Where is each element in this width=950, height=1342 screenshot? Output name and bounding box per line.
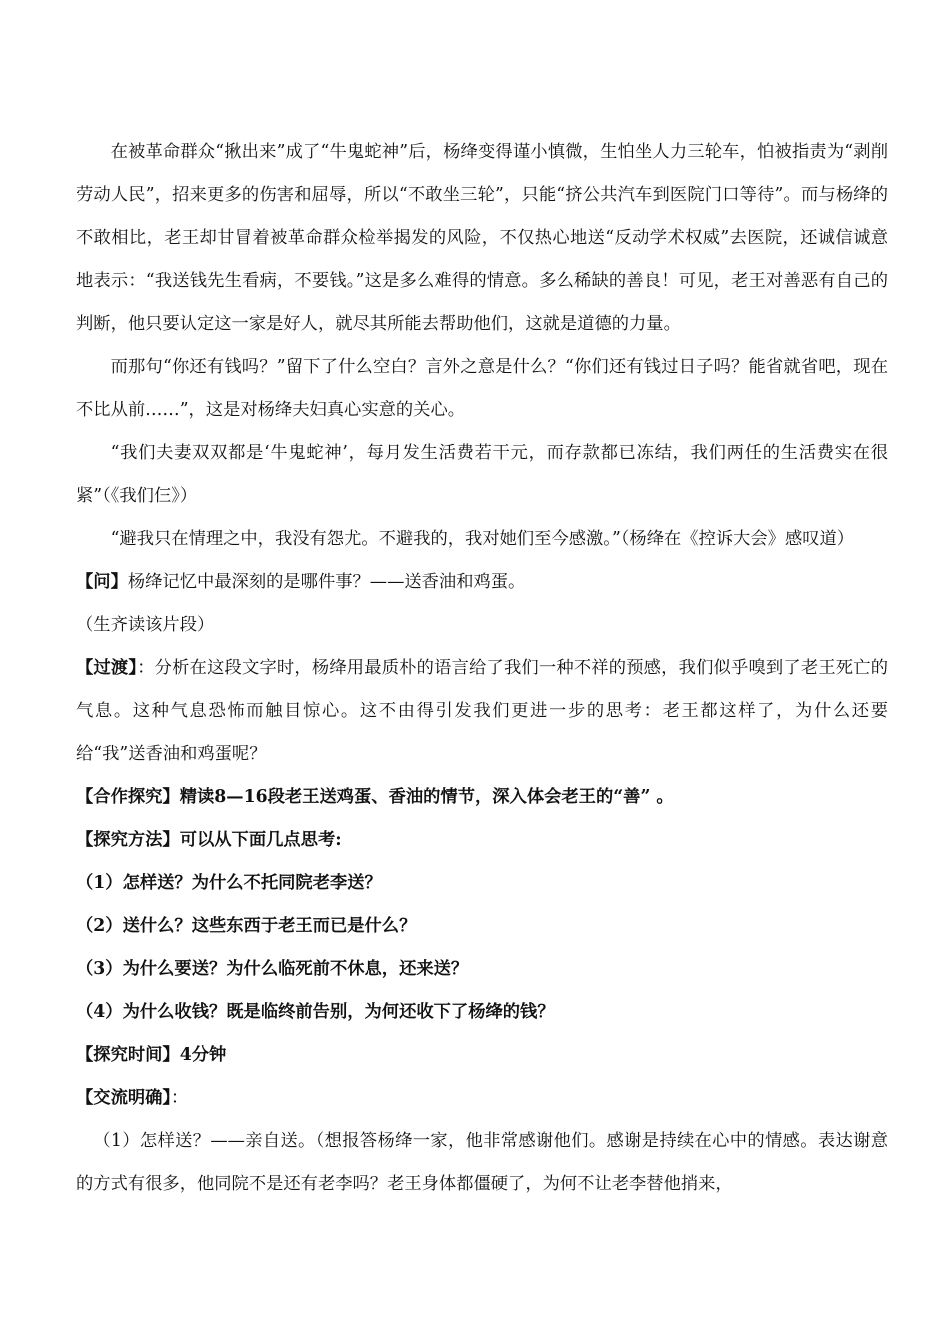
read-aloud-note: （生齐读该片段）	[76, 615, 215, 635]
inquiry-time-text: 4分钟	[179, 1045, 227, 1065]
paragraph-still-have-money: 而那句“你还有钱吗？”留下了什么空白？言外之意是什么？“你们还有钱过日子吗？能省就省吧，现在不比从前……”，这是对杨绛夫妇真心实意的关心。	[76, 357, 888, 420]
question-line	[76, 561, 888, 604]
quote-accusation-meeting: “避我只在情理之中，我没有怨尤。不避我的，我对她们至今感激。”（杨绛在《控诉大会》感叹道）	[110, 529, 855, 549]
inquiry-method-text: 可以从下面几点思考:	[179, 830, 342, 850]
inquiry-time-label: 【探究时间】	[76, 1045, 180, 1065]
answer-1-paragraph: （1）怎样送？——亲自送。（想报答杨绛一家，他非常感谢他们。感谢是持续在心中的情感。表达谢意的方式有很多，他同院不是还有老李吗？老王身体都僵硬了，为何不让老李替他捎来，	[76, 1131, 888, 1194]
transition-text: ：分析在这段文字时，杨绛用最质朴的语言给了我们一种不祥的预感，我们似乎嗅到了老王死亡的气息。这种气息恐怖而触目惊心。这不由得引发我们更进一步的思考：老王都这样了，为什么还要给“我”送香油和鸡蛋呢？	[76, 658, 888, 764]
cooperative-inquiry-text: 精读8—16段老王送鸡蛋、香油的情节，深入体会老王的“善” 。	[179, 787, 674, 807]
quote-women-sa: “我们夫妻双双都是‘牛鬼蛇神’，每月发生活费若干元，而存款都已冻结，我们两任的生活费实在很紧”（《我们仨》）	[76, 443, 888, 506]
document-page	[76, 131, 888, 1206]
inquiry-question-4: （4）为什么收钱？既是临终前告别，为何还收下了杨绛的钱？	[76, 1002, 555, 1022]
question-label: 【问】	[76, 572, 128, 592]
inquiry-question-2: （2）送什么？这些东西于老王而已是什么？	[76, 916, 417, 936]
exchange-clarify-line	[76, 1077, 888, 1120]
cooperative-inquiry-line	[76, 776, 888, 819]
cooperative-inquiry-label: 【合作探究】	[76, 787, 180, 807]
exchange-clarify-text: ：	[171, 1088, 189, 1108]
transition-label: 【过渡】	[76, 658, 138, 678]
inquiry-question-3: （3）为什么要送？为什么临死前不休息，还来送？	[76, 959, 469, 979]
inquiry-method-line	[76, 819, 888, 862]
transition-line	[76, 647, 888, 776]
question-text: 杨绛记忆中最深刻的是哪件事？——送香油和鸡蛋。	[127, 572, 526, 592]
inquiry-method-label: 【探究方法】	[76, 830, 180, 850]
inquiry-time-line	[76, 1034, 888, 1077]
inquiry-question-1: （1）怎样送？为什么不托同院老李送？	[76, 873, 382, 893]
exchange-clarify-label: 【交流明确】	[76, 1088, 172, 1108]
paragraph-yangjiang-caution: 在被革命群众“揪出来”成了“牛鬼蛇神”后，杨绛变得谨小慎微，生怕坐人力三轮车，怕被指责为“剥削劳动人民”，招来更多的伤害和屈辱，所以“不敢坐三轮”，只能“挤公共汽车到医院门口等待”。而与杨绛的不敢相比，老王却甘冒着被革命群众检举揭发的风险，不仅热心地送“反动学术权威”去医院，还诚信诚意地表示：“我送钱先生看病，不要钱。”这是多么难得的情意。多么稀缺的善良！可见，老王对善恶有自己的判断，他只要认定这一家是好人，就尽其所能去帮助他们，这就是道德的力量。	[76, 142, 888, 334]
